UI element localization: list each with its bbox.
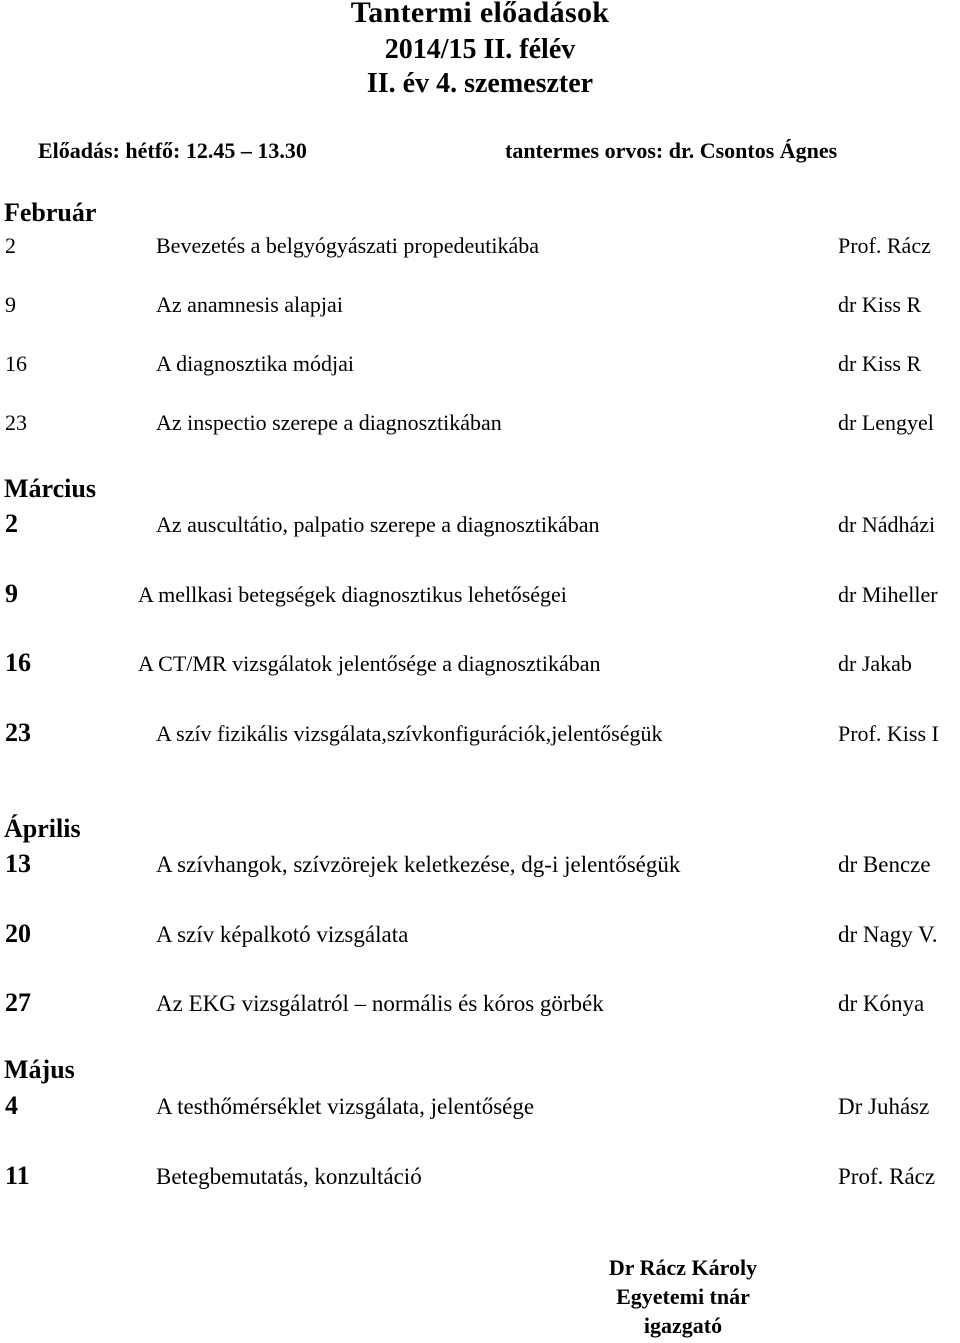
schedule-row	[0, 919, 960, 952]
schedule-row	[0, 1091, 960, 1124]
row-day: 16	[5, 351, 27, 376]
row-lecturer: Dr Juhász	[838, 1094, 930, 1119]
row-topic: A mellkasi betegségek diagnosztikus lehetőségei	[138, 582, 567, 607]
row-topic: A szív fizikális vizsgálata,szívkonfigurációk,jelentőségük	[156, 721, 663, 746]
row-lecturer: dr Kónya	[838, 991, 925, 1016]
lecture-doctor: tantermes orvos: dr. Csontos Ágnes	[505, 138, 838, 163]
schedule-row	[0, 1161, 960, 1194]
signature-role: igazgató	[643, 1313, 723, 1338]
row-day: 2	[5, 509, 18, 538]
row-topic: A szív képalkotó vizsgálata	[156, 922, 409, 947]
row-lecturer: dr Kiss R	[838, 351, 922, 376]
row-lecturer: Prof. Kiss I	[838, 721, 939, 746]
row-day: 11	[5, 1161, 30, 1190]
academic-year: 2014/15 II. félév	[384, 34, 576, 65]
schedule-row	[0, 648, 960, 681]
row-lecturer: dr Jakab	[838, 651, 912, 676]
row-topic: A CT/MR vizsgálatok jelentősége a diagnosztikában	[138, 651, 601, 676]
schedule-row	[0, 410, 960, 440]
row-lecturer: dr Bencze	[838, 852, 931, 877]
row-topic: A testhőmérséklet vizsgálata, jelentősége	[156, 1094, 535, 1119]
month-april: Április	[4, 814, 81, 843]
row-topic: Betegbemutatás, konzultáció	[156, 1164, 422, 1189]
row-topic: Az auscultátio, palpatio szerepe a diagnosztikában	[156, 512, 600, 537]
row-lecturer: dr Nádházi	[838, 512, 936, 537]
schedule-row	[0, 718, 960, 751]
row-lecturer: Prof. Rácz	[838, 1164, 936, 1189]
row-day: 27	[5, 988, 31, 1017]
signature-title: Egyetemi tnár	[616, 1284, 750, 1309]
row-lecturer: dr Nagy V.	[838, 922, 938, 947]
row-lecturer: dr Kiss R	[838, 292, 922, 317]
page-title: Tantermi előadások	[350, 0, 610, 29]
row-lecturer: dr Lengyel	[838, 410, 934, 435]
row-day: 20	[5, 919, 31, 948]
row-topic: Az anamnesis alapjai	[156, 292, 343, 317]
row-day: 16	[5, 648, 31, 677]
row-day: 2	[5, 233, 16, 258]
schedule-row	[0, 292, 960, 322]
month-february: Február	[4, 198, 97, 227]
row-day: 13	[5, 849, 31, 878]
row-day: 4	[5, 1091, 18, 1120]
row-day: 9	[5, 292, 16, 317]
row-topic: Az EKG vizsgálatról – normális és kóros görbék	[156, 991, 604, 1016]
row-topic: Bevezetés a belgyógyászati propedeutikába	[156, 233, 540, 258]
signature-name: Dr Rácz Károly	[608, 1255, 758, 1280]
month-may: Május	[4, 1055, 75, 1084]
month-march: Március	[4, 474, 96, 503]
schedule-row	[0, 233, 960, 263]
lecture-time: Előadás: hétfő: 12.45 – 13.30	[38, 138, 307, 163]
schedule-row	[0, 579, 960, 612]
row-topic: A diagnosztika módjai	[156, 351, 354, 376]
semester: II. év 4. szemeszter	[366, 68, 594, 99]
row-day: 23	[5, 718, 31, 747]
row-lecturer: dr Miheller	[838, 582, 938, 607]
schedule-row	[0, 988, 960, 1021]
schedule-row	[0, 351, 960, 381]
row-topic: Az inspectio szerepe a diagnosztikában	[156, 410, 502, 435]
schedule-row	[0, 849, 960, 882]
row-topic: A szívhangok, szívzörejek keletkezése, dg-i jelentőségük	[156, 852, 681, 877]
row-lecturer: Prof. Rácz	[838, 233, 931, 258]
schedule-row	[0, 509, 960, 542]
row-day: 23	[5, 410, 27, 435]
row-day: 9	[5, 579, 18, 608]
